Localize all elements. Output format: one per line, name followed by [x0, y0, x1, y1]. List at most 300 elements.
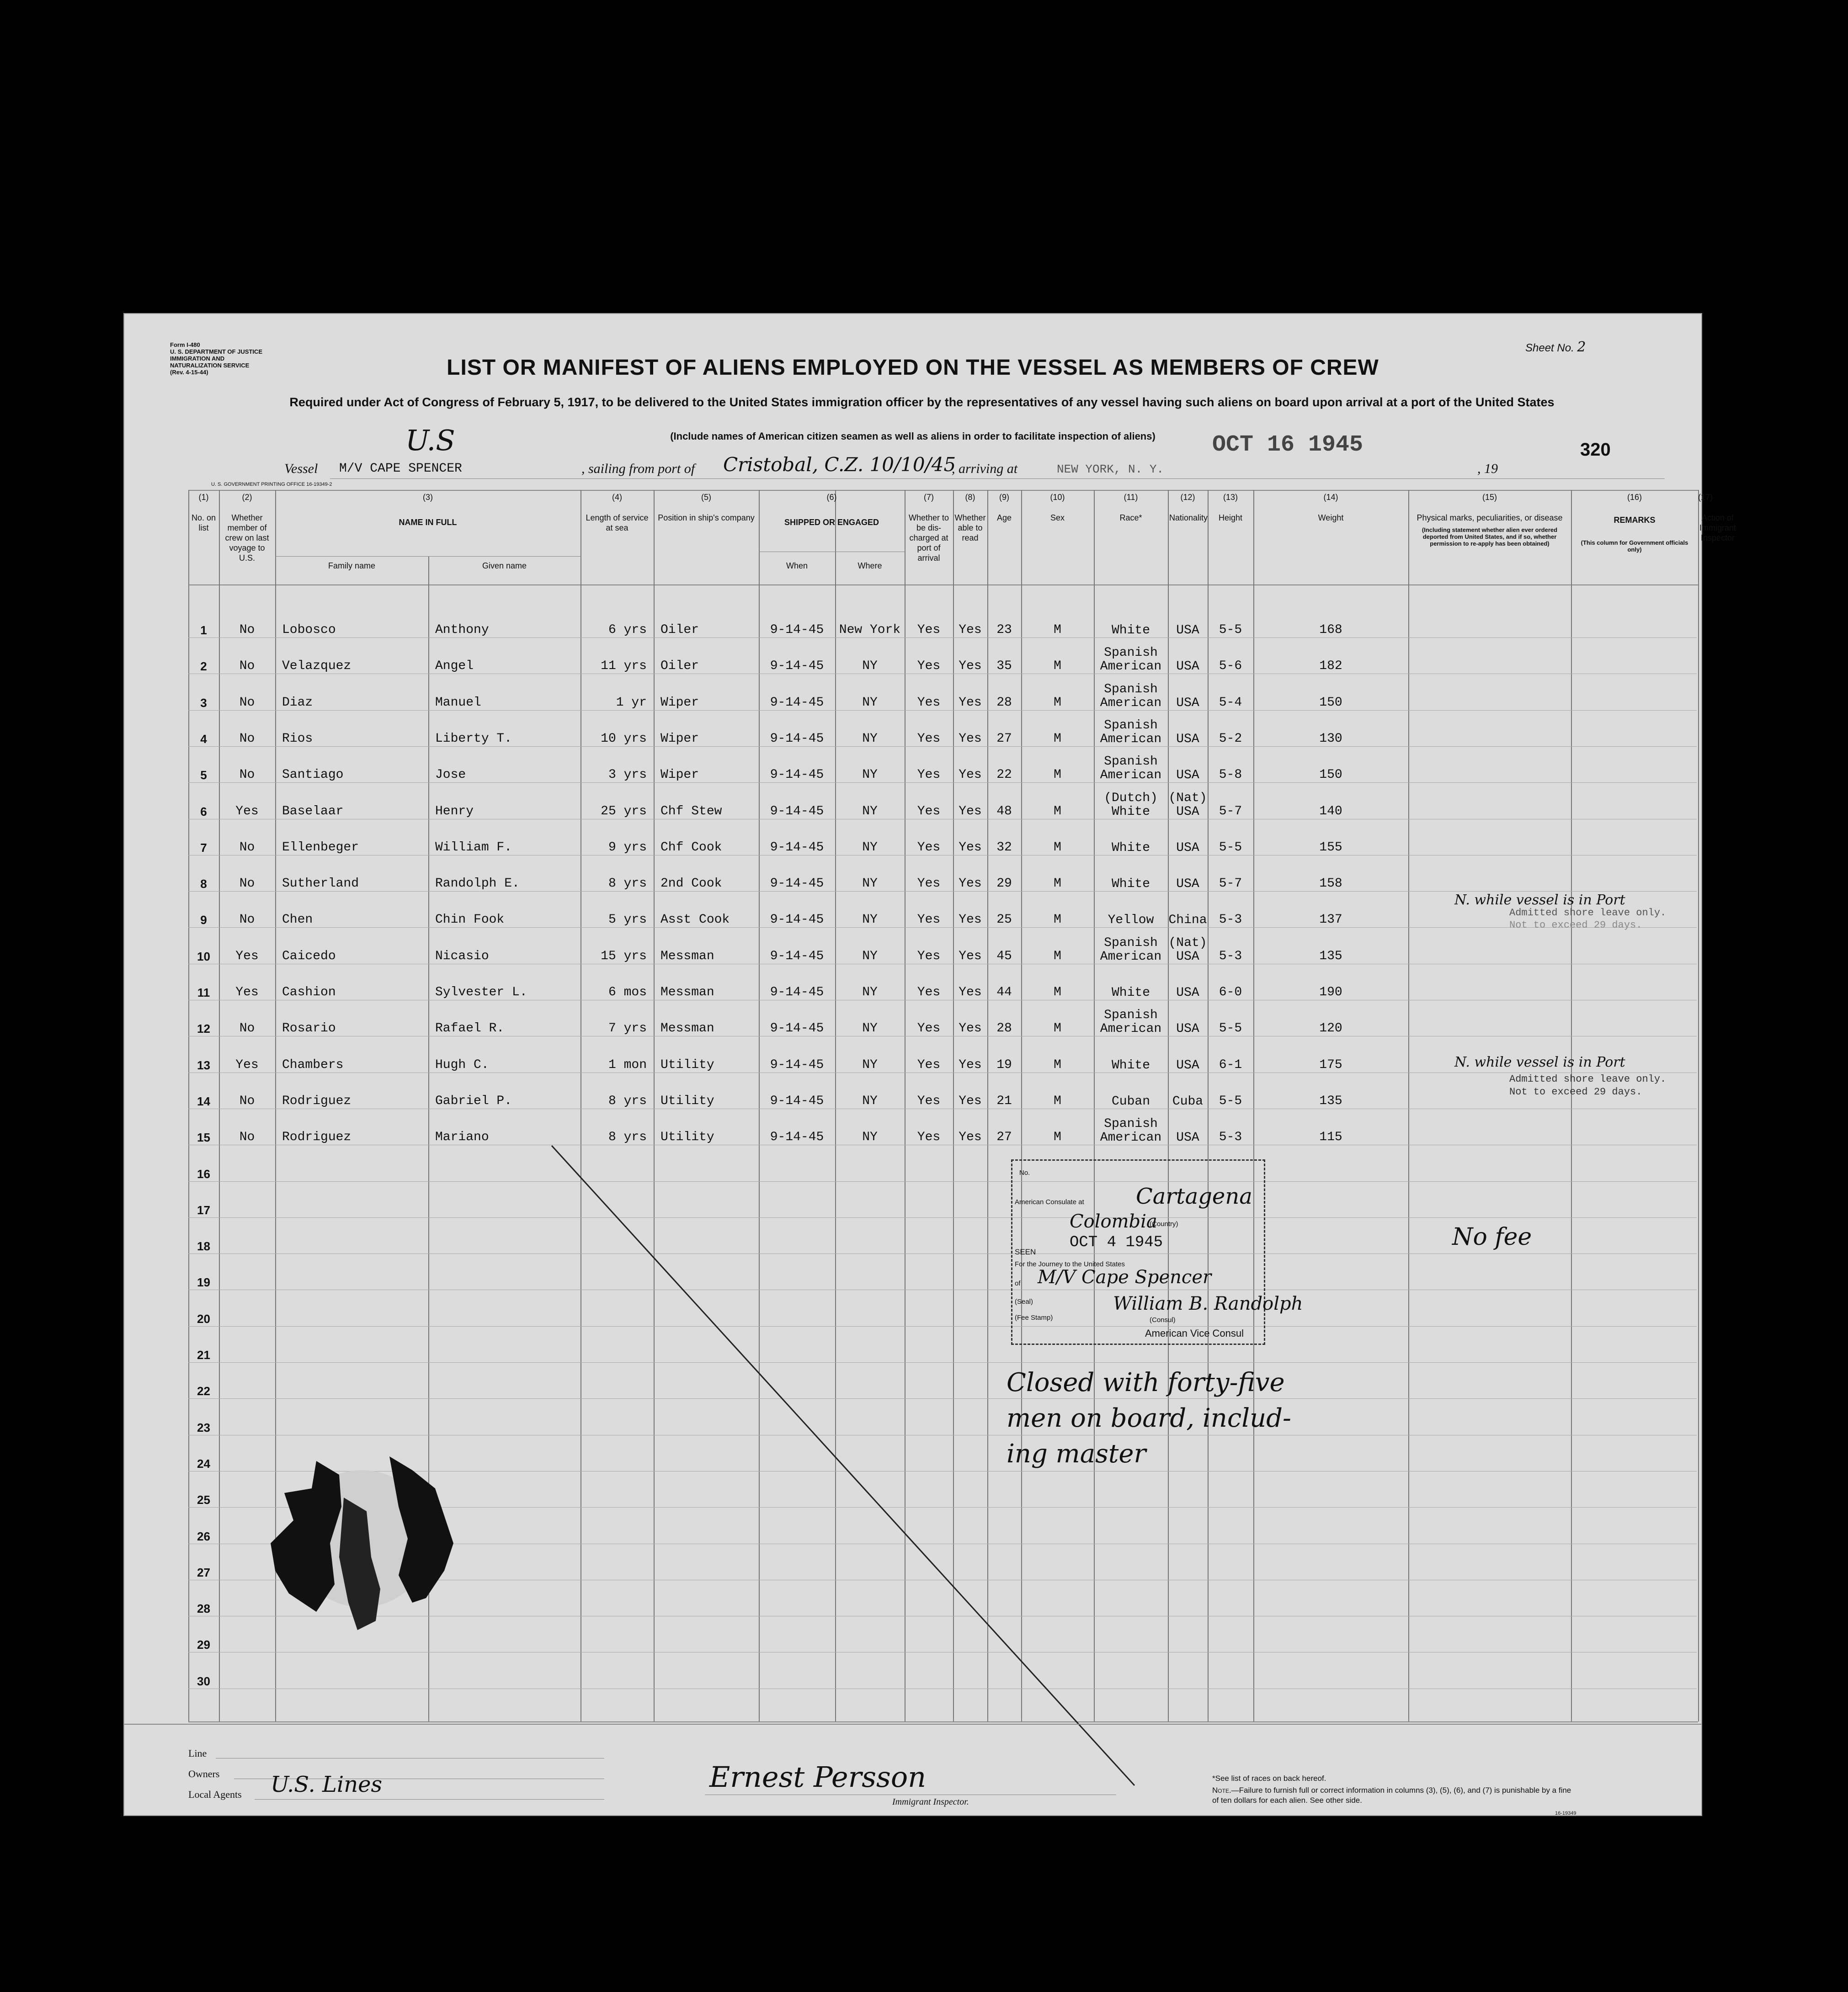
weight: 150	[1319, 768, 1342, 782]
manifest-subtitle-note: (Include names of American citizen seamen as well as aliens in order to facilitate inspection of aliens)	[670, 430, 1156, 442]
shipped-where: NY	[862, 1021, 878, 1036]
sex: M	[1054, 768, 1061, 782]
nationality: USA	[1176, 986, 1199, 1000]
crew-status: No	[239, 913, 255, 927]
sex: M	[1054, 804, 1061, 818]
footer-agents-value: U.S. Lines	[271, 1772, 383, 1797]
column-header: Whether to be dis- charged at port of arrival	[908, 513, 949, 563]
shipped-where: NY	[862, 696, 878, 710]
crew-status: Yes	[235, 949, 259, 963]
stamp-vessel: M/V Cape Spencer	[1038, 1267, 1212, 1288]
column-header: No. on list	[191, 513, 216, 532]
row-number: 18	[197, 1239, 210, 1253]
column-header: NAME IN FULL	[399, 518, 457, 527]
discharged: Yes	[917, 768, 941, 782]
stamp-fee-label: (Fee Stamp)	[1015, 1314, 1053, 1322]
column-number: (2)	[242, 493, 252, 502]
weight: 150	[1319, 696, 1342, 710]
row-number: 20	[197, 1312, 210, 1326]
shipped-when: 9-14-45	[770, 659, 824, 673]
family-name: Sutherland	[282, 876, 359, 891]
age: 25	[996, 913, 1012, 927]
date-stamp: OCT 16 1945	[1212, 432, 1363, 458]
subheader-remarks-note: (Including statement whether alien ever ordered deported from United States, and if so, whether permission to re-apply has been obtained)	[1422, 526, 1558, 547]
length-of-service: 7 yrs	[608, 1021, 647, 1036]
footer-agents-label: Local Agents	[188, 1789, 242, 1800]
footer-line-label: Line	[188, 1748, 207, 1759]
closing-note-line2: men on board, includ-	[1007, 1403, 1291, 1433]
able-to-read: Yes	[959, 840, 982, 855]
column-number: (4)	[612, 493, 622, 502]
able-to-read: Yes	[959, 623, 982, 637]
weight: 175	[1319, 1058, 1342, 1072]
sex: M	[1054, 623, 1061, 637]
able-to-read: Yes	[959, 732, 982, 746]
sailing-label: , sailing from port of	[581, 461, 695, 476]
age: 19	[996, 1058, 1012, 1072]
notary-seal-icon	[261, 1438, 463, 1639]
height: 6-0	[1219, 985, 1242, 999]
column-header: Position in ship's company	[658, 513, 755, 522]
age: 44	[996, 985, 1012, 999]
row-number: 11	[197, 986, 210, 999]
height: 5-3	[1219, 949, 1242, 963]
row-number: 8	[200, 877, 207, 891]
row-number: 19	[197, 1275, 210, 1289]
discharged: Yes	[917, 659, 941, 673]
family-name: Ellenbeger	[282, 840, 359, 855]
race: Spanish American	[1100, 936, 1162, 964]
stamp-no-label: No.	[1019, 1169, 1030, 1177]
nationality: USA	[1176, 877, 1199, 891]
weight: 135	[1319, 949, 1342, 963]
age: 27	[996, 732, 1012, 746]
given-name: Jose	[435, 768, 466, 782]
subheader-given: Given name	[482, 561, 527, 570]
column-header: Physical marks, peculiarities, or disease	[1417, 513, 1563, 522]
stamp-title: American Vice Consul	[1145, 1328, 1244, 1339]
column-number: (16)	[1627, 493, 1642, 502]
shipped-where: NY	[862, 985, 878, 999]
sex: M	[1054, 1130, 1061, 1144]
shipped-when: 9-14-45	[770, 804, 824, 818]
ship-position: Utility	[660, 1094, 714, 1108]
length-of-service: 8 yrs	[608, 876, 647, 891]
footer-code: 16-19349	[1555, 1811, 1576, 1816]
row-number: 4	[200, 732, 207, 746]
family-name: Rodriguez	[282, 1130, 351, 1144]
row-number: 27	[197, 1566, 210, 1579]
able-to-read: Yes	[959, 1058, 982, 1072]
row-number: 10	[197, 950, 210, 963]
column-header: Action of Immigrant Inspector	[1699, 513, 1736, 542]
stamp-country-label: (Country)	[1150, 1220, 1178, 1228]
race: Spanish American	[1100, 718, 1162, 746]
inspector-signature: Ernest Persson	[709, 1760, 927, 1794]
family-name: Cashion	[282, 985, 336, 999]
subheader-family: Family name	[328, 561, 376, 570]
column-header: Weight	[1318, 513, 1344, 522]
closing-note-line1: Closed with forty-five	[1007, 1368, 1285, 1397]
manifest-subtitle: Required under Act of Congress of February 5, 1917, to be delivered to the United States immigration officer by the representatives of any vessel having such aliens on board upon arrival at a port of the United States	[289, 395, 1555, 409]
ship-position: Utility	[660, 1130, 714, 1144]
column-number: (9)	[999, 493, 1009, 502]
family-name: Rosario	[282, 1021, 336, 1036]
length-of-service: 8 yrs	[608, 1094, 647, 1108]
age: 28	[996, 1021, 1012, 1036]
manifest-sheet	[123, 313, 1736, 1816]
crew-status: No	[239, 1094, 255, 1108]
vessel-name: M/V CAPE SPENCER	[339, 462, 462, 476]
port-from: Cristobal, C.Z. 10/10/45	[723, 453, 956, 476]
race: White	[1111, 1058, 1150, 1073]
shipped-when: 9-14-45	[770, 1058, 824, 1072]
discharged: Yes	[917, 876, 941, 891]
sex: M	[1054, 732, 1061, 746]
race: White	[1111, 841, 1150, 855]
given-name: Liberty T.	[435, 732, 512, 746]
discharged: Yes	[917, 623, 941, 637]
discharged: Yes	[917, 1130, 941, 1144]
given-name: Hugh C.	[435, 1058, 489, 1072]
crew-status: No	[239, 876, 255, 891]
given-name: Gabriel P.	[435, 1094, 512, 1108]
row-number: 14	[197, 1094, 210, 1108]
given-name: Henry	[435, 804, 474, 818]
sheet-label: Sheet No.	[1525, 342, 1574, 354]
ship-position: Chf Cook	[660, 840, 722, 855]
shipped-when: 9-14-45	[770, 768, 824, 782]
row-number: 25	[197, 1493, 210, 1507]
given-name: Rafael R.	[435, 1021, 505, 1036]
able-to-read: Yes	[959, 913, 982, 927]
race: White	[1111, 986, 1150, 1000]
ship-position: Messman	[660, 949, 714, 963]
discharged: Yes	[917, 804, 941, 818]
shipped-where: NY	[862, 1094, 878, 1108]
row-number: 30	[197, 1674, 210, 1688]
shipped-where: NY	[862, 732, 878, 746]
ship-position: Wiper	[660, 732, 699, 746]
row-number: 13	[197, 1058, 210, 1072]
race: White	[1111, 623, 1150, 637]
handwritten-us: U.S	[405, 424, 455, 457]
able-to-read: Yes	[959, 696, 982, 710]
family-name: Baselaar	[282, 804, 344, 818]
given-name: William F.	[435, 840, 512, 855]
row-number: 29	[197, 1638, 210, 1652]
ship-position: Wiper	[660, 768, 699, 782]
remark-row9-stamp2: Not to exceed 29 days.	[1509, 919, 1642, 931]
length-of-service: 11 yrs	[601, 659, 647, 673]
crew-status: Yes	[235, 985, 259, 999]
row-number: 2	[200, 659, 207, 673]
length-of-service: 5 yrs	[608, 913, 647, 927]
column-number: (14)	[1323, 493, 1338, 502]
column-number: (5)	[701, 493, 711, 502]
nationality: USA	[1176, 623, 1199, 637]
height: 5-7	[1219, 804, 1242, 818]
nationality: China	[1168, 913, 1207, 927]
weight: 115	[1319, 1130, 1342, 1144]
race: White	[1111, 877, 1150, 891]
age: 29	[996, 876, 1012, 891]
height: 5-5	[1219, 1094, 1242, 1108]
nationality: USA	[1176, 1058, 1199, 1073]
remark-row14-stamp2: Not to exceed 29 days.	[1509, 1086, 1642, 1098]
stamp-seal-label: (Seal)	[1015, 1298, 1033, 1306]
length-of-service: 1 mon	[608, 1058, 647, 1072]
column-number: (11)	[1124, 493, 1138, 502]
shipped-when: 9-14-45	[770, 732, 824, 746]
sex: M	[1054, 1058, 1061, 1072]
age: 45	[996, 949, 1012, 963]
nationality: USA	[1176, 768, 1199, 782]
weight: 137	[1319, 913, 1342, 927]
shipped-where: NY	[862, 913, 878, 927]
shipped-when: 9-14-45	[770, 840, 824, 855]
length-of-service: 3 yrs	[608, 768, 647, 782]
stamp-consulate-label: American Consulate at	[1015, 1198, 1084, 1206]
discharged: Yes	[917, 1094, 941, 1108]
length-of-service: 15 yrs	[601, 949, 647, 963]
column-number: (8)	[965, 493, 975, 502]
discharged: Yes	[917, 732, 941, 746]
family-name: Lobosco	[282, 623, 336, 637]
row-number: 17	[197, 1203, 210, 1217]
arriving-label: , arriving at	[952, 461, 1018, 476]
shipped-where: NY	[862, 1130, 878, 1144]
inspector-label: Immigrant Inspector.	[892, 1797, 969, 1807]
ship-position: Messman	[660, 985, 714, 999]
crew-status: No	[239, 732, 255, 746]
crew-status: No	[239, 1021, 255, 1036]
row-number: 16	[197, 1167, 210, 1181]
able-to-read: Yes	[959, 804, 982, 818]
sheet-value: 2	[1577, 339, 1586, 355]
subheader-action-note: (This column for Government officials only)	[1581, 539, 1688, 553]
discharged: Yes	[917, 913, 941, 927]
column-header: Sex	[1050, 513, 1065, 522]
nationality: Cuba	[1172, 1094, 1204, 1109]
sex: M	[1054, 876, 1061, 891]
height: 5-2	[1219, 732, 1242, 746]
stamp-country: Colombia	[1070, 1211, 1157, 1232]
vessel-label: Vessel	[284, 461, 318, 476]
row-number: 15	[197, 1131, 210, 1144]
crew-status: No	[239, 623, 255, 637]
nationality: USA	[1176, 659, 1199, 674]
age: 48	[996, 804, 1012, 818]
no-fee-note: No fee	[1452, 1223, 1532, 1251]
weight: 155	[1319, 840, 1342, 855]
subheader-when: When	[786, 561, 808, 570]
race: Spanish American	[1100, 1008, 1162, 1036]
weight: 130	[1319, 732, 1342, 746]
discharged: Yes	[917, 985, 941, 999]
shipped-when: 9-14-45	[770, 913, 824, 927]
ship-position: 2nd Cook	[660, 876, 722, 891]
column-number: (7)	[924, 493, 934, 502]
discharged: Yes	[917, 696, 941, 710]
given-name: Mariano	[435, 1130, 489, 1144]
given-name: Anthony	[435, 623, 489, 637]
length-of-service: 1 yr	[616, 696, 647, 710]
row-number: 6	[200, 805, 207, 818]
sex: M	[1054, 1094, 1061, 1108]
family-name: Diaz	[282, 696, 313, 710]
printer-line: U. S. GOVERNMENT PRINTING OFFICE 16-19349-2	[211, 482, 332, 487]
weight: 158	[1319, 876, 1342, 891]
stamp-consul-label: (Consul)	[1150, 1316, 1176, 1324]
sex: M	[1054, 696, 1061, 710]
family-name: Chen	[282, 913, 313, 927]
form-department: U. S. DEPARTMENT OF JUSTICE IMMIGRATION AND NATURALIZATION SERVICE	[170, 348, 262, 369]
port-to: NEW YORK, N. Y.	[1057, 462, 1164, 476]
family-name: Rios	[282, 732, 313, 746]
able-to-read: Yes	[959, 876, 982, 891]
row-number: 9	[200, 913, 207, 927]
length-of-service: 25 yrs	[601, 804, 647, 818]
stamp-signature: William B. Randolph	[1113, 1293, 1303, 1314]
sex: M	[1054, 985, 1061, 999]
column-number: (10)	[1050, 493, 1065, 502]
column-number: (15)	[1482, 493, 1497, 502]
column-number: (3)	[423, 493, 433, 502]
manifest-number: 320	[1580, 440, 1611, 460]
stamp-journey-label: For the Journey to the United States	[1015, 1260, 1125, 1268]
shipped-when: 9-14-45	[770, 1021, 824, 1036]
able-to-read: Yes	[959, 949, 982, 963]
ship-position: Asst Cook	[660, 913, 730, 927]
column-header: Whether member of crew on last voyage to U.S.	[225, 513, 269, 563]
form-code: Form I-480	[170, 341, 200, 348]
crew-status: Yes	[235, 804, 259, 818]
column-number: (1)	[198, 493, 209, 502]
weight: 140	[1319, 804, 1342, 818]
race: Yellow	[1108, 913, 1154, 927]
stamp-city: Cartagena	[1136, 1184, 1252, 1209]
note-text: —Failure to furnish full or correct information in columns (3), (5), (6), and (7) is punishable by a fine of ten dollars for each alien. See other side.	[1212, 1786, 1571, 1805]
penalty-note	[1212, 1785, 1578, 1806]
nationality: USA	[1176, 1022, 1199, 1036]
discharged: Yes	[917, 1021, 941, 1036]
given-name: Angel	[435, 659, 474, 673]
row-number: 1	[200, 623, 207, 637]
footer-owners-label: Owners	[188, 1768, 220, 1780]
family-name: Chambers	[282, 1058, 344, 1072]
ship-position: Wiper	[660, 696, 699, 710]
given-name: Manuel	[435, 696, 481, 710]
shipped-when: 9-14-45	[770, 1130, 824, 1144]
nationality: USA	[1176, 732, 1199, 746]
column-number: (6)	[826, 493, 837, 502]
shipped-where: New York	[839, 623, 901, 637]
form-rev: (Rev. 4-15-44)	[170, 369, 208, 376]
height: 5-7	[1219, 876, 1242, 891]
height: 5-5	[1219, 1021, 1242, 1036]
crew-status: No	[239, 768, 255, 782]
manifest-title: LIST OR MANIFEST OF ALIENS EMPLOYED ON THE VESSEL AS MEMBERS OF CREW	[447, 356, 1379, 380]
shipped-where: NY	[862, 768, 878, 782]
weight: 168	[1319, 623, 1342, 637]
remark-row14-stamp1: Admitted shore leave only.	[1509, 1073, 1667, 1085]
row-number: 5	[200, 768, 207, 782]
sex: M	[1054, 840, 1061, 855]
family-name: Santiago	[282, 768, 344, 782]
sex: M	[1054, 949, 1061, 963]
ship-position: Utility	[660, 1058, 714, 1072]
able-to-read: Yes	[959, 1021, 982, 1036]
crew-status: No	[239, 659, 255, 673]
shipped-where: NY	[862, 949, 878, 963]
age: 28	[996, 696, 1012, 710]
row-number: 28	[197, 1602, 210, 1615]
crew-status: No	[239, 1130, 255, 1144]
year-label: , 19	[1477, 461, 1498, 476]
ship-position: Oiler	[660, 623, 699, 637]
column-header: Whether able to read	[954, 513, 986, 542]
row-number: 21	[197, 1348, 210, 1362]
row-number: 3	[200, 696, 207, 710]
height: 5-8	[1219, 768, 1242, 782]
age: 27	[996, 1130, 1012, 1144]
race: Spanish American	[1100, 682, 1162, 710]
race: (Dutch) White	[1104, 791, 1158, 819]
sex: M	[1054, 659, 1061, 673]
nationality: (Nat) USA	[1168, 936, 1207, 964]
height: 5-5	[1219, 623, 1242, 637]
stamp-of-label: of	[1015, 1280, 1021, 1287]
ship-position: Messman	[660, 1021, 714, 1036]
length-of-service: 10 yrs	[601, 732, 647, 746]
weight: 120	[1319, 1021, 1342, 1036]
nationality: USA	[1176, 1131, 1199, 1145]
shipped-when: 9-14-45	[770, 623, 824, 637]
height: 6-1	[1219, 1058, 1242, 1072]
column-header: Height	[1218, 513, 1243, 522]
crew-status: No	[239, 840, 255, 855]
race: Cuban	[1111, 1094, 1150, 1109]
column-header: REMARKS	[1614, 515, 1656, 525]
crew-status: No	[239, 696, 255, 710]
length-of-service: 9 yrs	[608, 840, 647, 855]
shipped-when: 9-14-45	[770, 696, 824, 710]
row-number: 12	[197, 1022, 210, 1036]
column-header: Age	[996, 513, 1012, 522]
family-name: Velazquez	[282, 659, 351, 673]
row-number: 24	[197, 1457, 210, 1471]
subheader-where: Where	[857, 561, 882, 570]
shipped-where: NY	[862, 840, 878, 855]
sex: M	[1054, 1021, 1061, 1036]
discharged: Yes	[917, 840, 941, 855]
able-to-read: Yes	[959, 1130, 982, 1144]
race: Spanish American	[1100, 754, 1162, 782]
height: 5-3	[1219, 1130, 1242, 1144]
ship-position: Oiler	[660, 659, 699, 673]
shipped-where: NY	[862, 804, 878, 818]
shipped-when: 9-14-45	[770, 985, 824, 999]
able-to-read: Yes	[959, 768, 982, 782]
age: 23	[996, 623, 1012, 637]
length-of-service: 8 yrs	[608, 1130, 647, 1144]
height: 5-5	[1219, 840, 1242, 855]
weight: 182	[1319, 659, 1342, 673]
nationality: USA	[1176, 696, 1199, 710]
weight: 190	[1319, 985, 1342, 999]
shipped-where: NY	[862, 659, 878, 673]
